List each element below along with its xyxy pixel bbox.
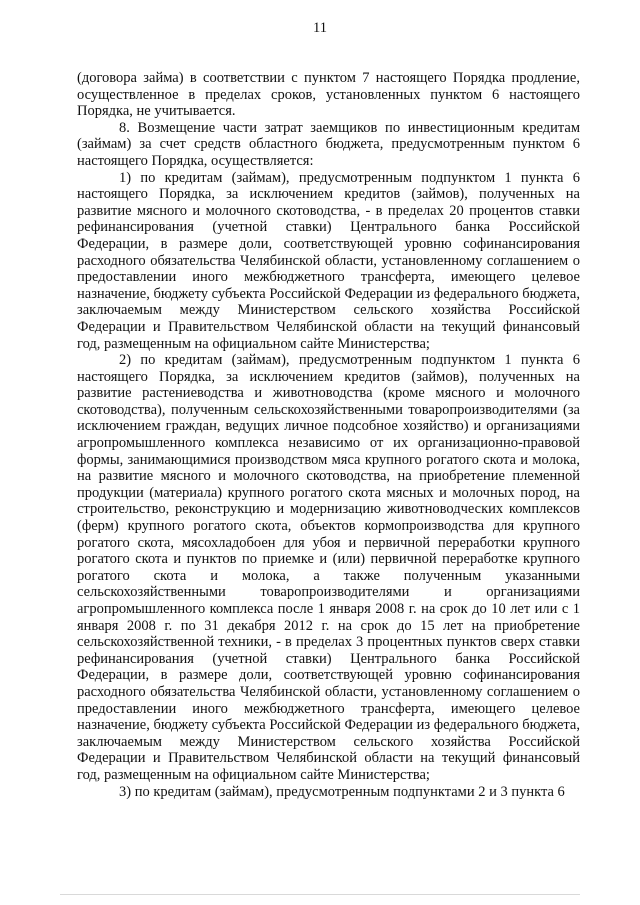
paragraph-subclause-3: 3) по кредитам (займам), предусмотренным подпунктами 2 и 3 пункта 6 [119,783,565,800]
paragraph-subclause-2: 2) по кредитам (займам), предусмотренным подпунктом 1 пункта 6 настоящего Порядка, за исключением кредитов (займов), полученных на развитие растениеводства и животноводства (кроме мясного и молочного скотоводства), полученным сельскохозяйственными товаропроизводителями (за исключением граждан, ведущих личное подсобное хозяйство) и организациями агропромышленного комплекса независимо от их организационно-правовой формы, занимающимися производством мяса крупного рогатого скота и молока, на развитие мясного и молочного скотоводства, на приобретение племенной продукции (материала) крупного рогатого скота мясных и молочных пород, на строительство, реконструкцию и модернизацию животноводческих комплексов (ферм) крупного рогатого скота, объектов кормопроизводства для крупного рогатого скота, мясохладобоен для убоя и первичной переработки крупного рогатого скота и пунктов по приемке и (или) первичной переработке крупного рогатого скота и молока, а также полученным указанными сельскохозяйственными товаропроизводителями и организациями агропромышленного комплекса после 1 января 2008 г. на срок до 10 лет или с 1 января 2008 г. по 31 декабря 2012 г. на срок до 15 лет на приобретение сельскохозяйственной техники, - в пределах 3 процентных пунктов сверх ставки рефинансирования (учетной ставки) Центрального банка Российской Федерации, в размере доли, соответствующей уровню софинансирования расходного обязательства Челябинской области, установленному соглашением о предоставлении иного межбюджетного трансферта, имеющего целевое назначение, бюджету субъекта Российской Федерации из федерального бюджета, заключаемым между Министерством сельского хозяйства Российской Федерации и Правительством Челябинской области на текущий финансовый год, размещенным на официальном сайте Министерства; [77,352,580,783]
paragraph-subclause-1: 1) по кредитам (займам), предусмотренным подпунктом 1 пункта 6 настоящего Порядка, за исключением кредитов (займов), полученных на развитие мясного и молочного скотоводства, - в пределах 20 процентов ставки рефинансирования (учетной ставки) Центрального банка Российской Федерации, в размере доли, соответствующей уровню софинансирования расходного обязательства Челябинской области, установленному соглашением о предоставлении иного межбюджетного трансферта, имеющего целевое назначение, бюджету субъекта Российской Федерации из федерального бюджета, заключаемым между Министерством сельского хозяйства Российской Федерации и Правительством Челябинской области на текущий финансовый год, размещенным на официальном сайте Министерства; [77,169,580,352]
paragraph-continuation: (договора займа) в соответствии с пунктом 7 настоящего Порядка продление, осуществленное в пределах сроков, установленных пунктом 6 настоящего Порядка, не учитывается. [77,70,580,120]
paragraph-clause-8: 8. Возмещение части затрат заемщиков по инвестиционным кредитам (займам) за счет средств областного бюджета, предусмотренным пунктом 6 настоящего Порядка, осуществляется: [77,119,580,169]
bottom-scan-line [60,894,580,895]
page-number: 11 [313,20,327,36]
document-body [77,70,580,800]
